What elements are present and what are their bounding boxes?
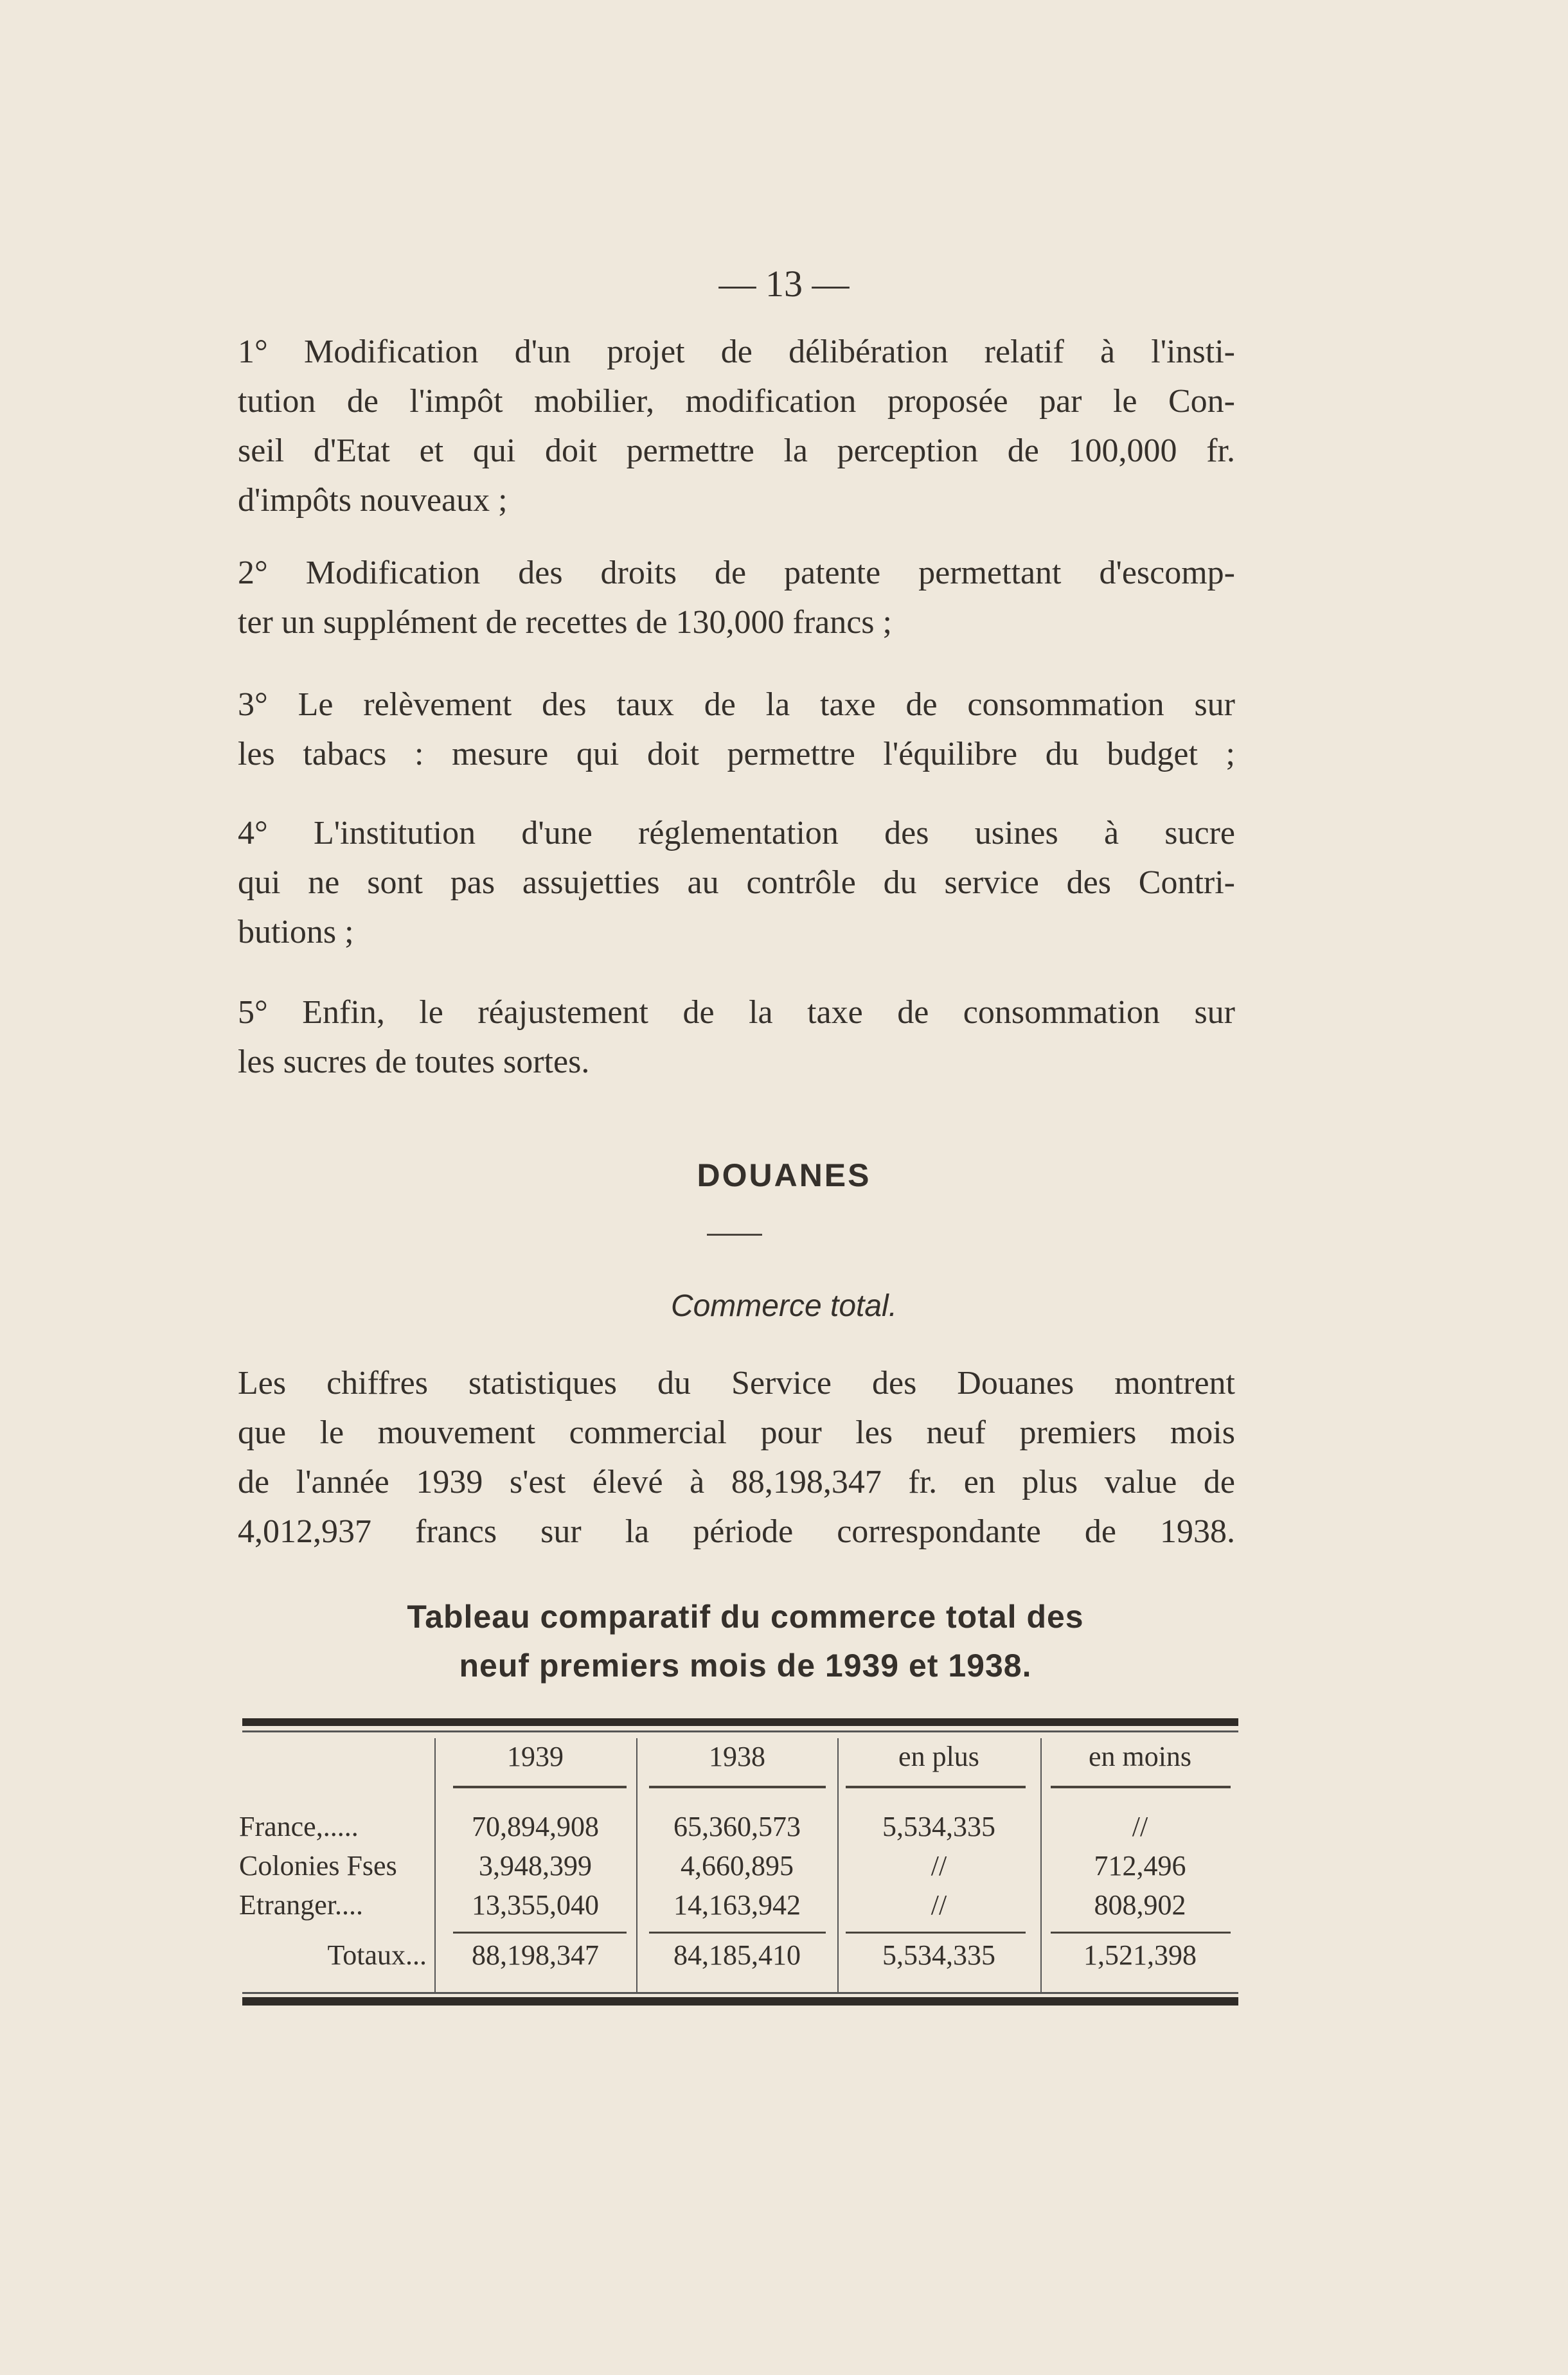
totals-rule xyxy=(649,1932,826,1934)
header-underline xyxy=(1051,1786,1231,1788)
column-divider xyxy=(1040,1738,1042,1992)
header-underline xyxy=(453,1786,627,1788)
douanes-paragraph xyxy=(238,1358,1235,1556)
text-line: qui ne sont pas assujetties au contrôle du service des Contri- xyxy=(238,864,1235,901)
text-line: 5° Enfin, le réajustement de la taxe de consommation sur xyxy=(238,994,1235,1031)
cell-en-plus: // xyxy=(931,1850,947,1881)
cell-1939: 3,948,399 xyxy=(479,1850,592,1881)
text-line: 4° L'institution d'une réglementation des usines à sucre xyxy=(238,815,1235,851)
total-1939: 88,198,347 xyxy=(472,1939,599,1971)
page-number: — 13 — xyxy=(718,263,850,305)
subheading: Commerce total. xyxy=(670,1289,898,1323)
cell-en-moins: // xyxy=(1132,1811,1148,1842)
table-title-line: Tableau comparatif du commerce total des xyxy=(407,1599,1084,1635)
column-header: en plus xyxy=(898,1741,979,1772)
text-line: seil d'Etat et qui doit permettre la perception de 100,000 fr. xyxy=(238,432,1235,469)
header-underline xyxy=(846,1786,1026,1788)
cell-1939: 13,355,040 xyxy=(472,1889,599,1921)
totals-label: Totaux... xyxy=(327,1939,427,1971)
text-line: de l'année 1939 s'est élevé à 88,198,347 fr. en plus value de xyxy=(238,1464,1235,1500)
paragraph-5 xyxy=(238,988,1235,1087)
table-top-thin-rule xyxy=(242,1730,1238,1732)
text-line: butions ; xyxy=(238,914,354,950)
totals-rule xyxy=(846,1932,1026,1934)
paragraph-4 xyxy=(238,808,1235,957)
table-title-line: neuf premiers mois de 1939 et 1938. xyxy=(459,1648,1032,1684)
column-header: 1938 xyxy=(709,1741,765,1772)
text-line: Les chiffres statistiques du Service des Douanes montrent xyxy=(238,1365,1235,1401)
text-line: 4,012,937 francs sur la période correspondante de 1938. xyxy=(238,1513,1235,1550)
text-line: les tabacs : mesure qui doit permettre l'équilibre du budget ; xyxy=(238,736,1235,772)
divider xyxy=(707,1234,762,1236)
row-label: France,..... xyxy=(239,1811,359,1842)
column-divider xyxy=(636,1738,637,1992)
text-line: d'impôts nouveaux ; xyxy=(238,482,508,519)
total-1938: 84,185,410 xyxy=(673,1939,801,1971)
cell-en-moins: 808,902 xyxy=(1094,1889,1186,1921)
table-title xyxy=(257,1592,1234,1690)
cell-1938: 14,163,942 xyxy=(673,1889,801,1921)
column-header: en moins xyxy=(1088,1741,1192,1772)
header-underline xyxy=(649,1786,826,1788)
table-top-rule xyxy=(242,1718,1238,1726)
paragraph-1 xyxy=(238,327,1235,525)
table-bottom-thin-rule xyxy=(242,1992,1238,1994)
total-en-plus: 5,534,335 xyxy=(882,1939,995,1971)
totals-rule xyxy=(453,1932,627,1934)
text-line: que le mouvement commercial pour les neuf premiers mois xyxy=(238,1414,1235,1451)
text-line: 1° Modification d'un projet de délibération relatif à l'insti- xyxy=(238,334,1235,370)
cell-1938: 4,660,895 xyxy=(681,1850,794,1881)
column-header: 1939 xyxy=(507,1741,564,1772)
text-line: les sucres de toutes sortes. xyxy=(238,1044,590,1080)
text-line: 3° Le relèvement des taux de la taxe de consommation sur xyxy=(238,686,1235,723)
total-en-moins: 1,521,398 xyxy=(1083,1939,1197,1971)
text-line: ter un supplément de recettes de 130,000 francs ; xyxy=(238,604,892,641)
column-divider xyxy=(837,1738,839,1992)
cell-en-plus: // xyxy=(931,1889,947,1921)
row-label: Etranger.... xyxy=(239,1889,364,1921)
column-divider xyxy=(434,1738,436,1992)
paragraph-3 xyxy=(238,680,1235,779)
paragraph-2 xyxy=(238,548,1235,647)
section-heading: DOUANES xyxy=(697,1157,871,1193)
cell-en-plus: 5,534,335 xyxy=(882,1811,995,1842)
text-line: 2° Modification des droits de patente permettant d'escomp- xyxy=(238,555,1235,591)
cell-1939: 70,894,908 xyxy=(472,1811,599,1842)
table-bottom-rule xyxy=(242,1997,1238,2006)
totals-rule xyxy=(1051,1932,1231,1934)
cell-en-moins: 712,496 xyxy=(1094,1850,1186,1881)
cell-1938: 65,360,573 xyxy=(673,1811,801,1842)
row-label: Colonies Fses xyxy=(239,1850,397,1881)
text-line: tution de l'impôt mobilier, modification proposée par le Con- xyxy=(238,383,1235,420)
